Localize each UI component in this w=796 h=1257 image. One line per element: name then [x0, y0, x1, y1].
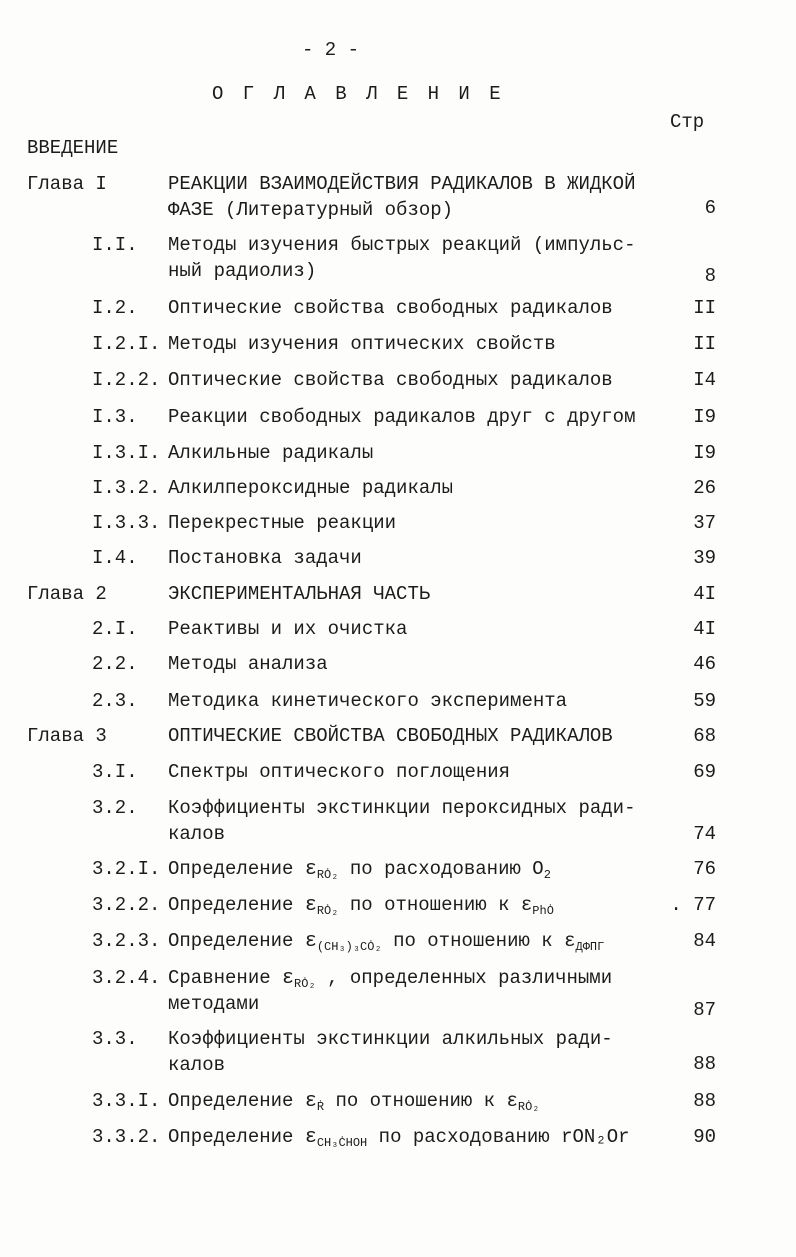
formula-text: по отношению к ε: [349, 894, 533, 916]
entry-number: 3.2.I.: [92, 858, 161, 880]
entry-page: 4I: [693, 618, 716, 640]
entry-page: 90: [693, 1126, 716, 1148]
entry-number: I.I.: [92, 234, 138, 256]
entry-title: РЕАКЦИИ ВЗАИМОДЕЙСТВИЯ РАДИКАЛОВ В ЖИДКОЙ: [168, 173, 636, 195]
entry-title-continued: калов: [168, 823, 226, 845]
entry-title: ЭКСПЕРИМЕНТАЛЬНАЯ ЧАСТЬ: [168, 583, 431, 605]
entry-number: I.3.3.: [92, 512, 161, 534]
entry-number: 3.3.: [92, 1028, 138, 1050]
epsilon-symbol: ε: [304, 1126, 317, 1149]
entry-title: [168, 1089, 540, 1119]
entry-page: I9: [693, 406, 716, 428]
entry-number: I.3.2.: [92, 477, 161, 499]
entry-number: 2.3.: [92, 690, 138, 712]
entry-number: 3.3.2.: [92, 1126, 161, 1148]
entry-number: 2.I.: [92, 618, 138, 640]
entry-number: I.3.I.: [92, 442, 161, 464]
page-number: - 2 -: [302, 39, 360, 61]
entry-title: ОПТИЧЕСКИЕ СВОЙСТВА СВОБОДНЫХ РАДИКАЛОВ: [168, 725, 613, 747]
epsilon-symbol: ε: [304, 930, 317, 953]
formula-subscript: RȮ₂: [517, 1100, 540, 1114]
entry-page: 88: [693, 1053, 716, 1075]
epsilon-symbol: ε: [282, 967, 295, 990]
entry-title-continued: методами: [168, 993, 260, 1015]
formula-subscript: CH₃ĊHOH: [316, 1136, 368, 1150]
entry-page: 87: [693, 999, 716, 1021]
entry-title: Реактивы и их очистка: [168, 618, 408, 640]
entry-title: Методы изучения оптических свойств: [168, 333, 556, 355]
entry-page: 8: [704, 265, 716, 287]
entry-page: 76: [693, 858, 716, 880]
entry-title-continued: ный радиолиз): [168, 260, 317, 282]
entry-title: Коэффициенты экстинкции пероксидных ради-: [168, 797, 636, 819]
epsilon-symbol: ε: [304, 1090, 317, 1113]
entry-title-text: Определение: [168, 894, 294, 916]
entry-title: Оптические свойства свободных радикалов: [168, 369, 613, 391]
formula-subscript: (CH₃)₃CȮ₂: [316, 940, 382, 954]
entry-page: I9: [693, 442, 716, 464]
entry-number: 2.2.: [92, 653, 138, 675]
entry-title: Реакции свободных радикалов друг с другом: [168, 406, 636, 428]
entry-page: II: [693, 333, 716, 355]
entry-page: 4I: [693, 583, 716, 605]
entry-title-continued: калов: [168, 1054, 226, 1076]
entry-number: I.2.2.: [92, 369, 161, 391]
entry-title-text: Определение: [168, 858, 294, 880]
entry-number: Глава 3: [27, 725, 107, 747]
formula-subscript: Ṙ: [316, 1100, 325, 1114]
formula-text: , определенных различными: [327, 967, 613, 989]
formula-text: по расходованию rON₂Or: [378, 1126, 630, 1148]
formula-subscript: ДФПГ: [575, 940, 605, 954]
entry-title: Методика кинетического эксперимента: [168, 690, 568, 712]
entry-title: [168, 1125, 630, 1155]
entry-title-text: Определение: [168, 1090, 294, 1112]
formula-subscript: 2: [543, 868, 551, 882]
epsilon-symbol: ε: [304, 858, 317, 881]
entry-title-text: Определение: [168, 930, 294, 952]
formula-text: по отношению к ε: [335, 1090, 518, 1112]
entry-title: Постановка задачи: [168, 547, 362, 569]
epsilon-symbol: ε: [304, 894, 317, 917]
entry-number: 3.I.: [92, 761, 138, 783]
formula-subscript: RȮ₂: [316, 868, 339, 882]
entry-number: Глава I: [27, 173, 107, 195]
page-column-header: Стр: [670, 111, 705, 133]
entry-number: 3.2.2.: [92, 894, 161, 916]
entry-number: 3.2.4.: [92, 967, 161, 989]
entry-page: . 77: [670, 894, 716, 916]
entry-number: Глава 2: [27, 583, 107, 605]
entry-number: 3.3.I.: [92, 1090, 161, 1112]
entry-number: I.4.: [92, 547, 138, 569]
entry-title: Перекрестные реакции: [168, 512, 397, 534]
entry-title: [168, 857, 551, 887]
entry-title-continued: ФАЗЕ (Литературный обзор): [168, 199, 454, 221]
entry-title: Коэффициенты экстинкции алкильных ради-: [168, 1028, 613, 1050]
entry-number: I.2.I.: [92, 333, 161, 355]
entry-title: Алкильные радикалы: [168, 442, 374, 464]
intro-label: ВВЕДЕНИЕ: [27, 137, 119, 159]
entry-page: II: [693, 297, 716, 319]
entry-title: Методы анализа: [168, 653, 328, 675]
formula-text: по отношению к ε: [393, 930, 576, 952]
entry-page: 39: [693, 547, 716, 569]
entry-page: 37: [693, 512, 716, 534]
entry-page: 46: [693, 653, 716, 675]
entry-page: 6: [704, 197, 716, 219]
page-title: О Г Л А В Л Е Н И Е: [212, 83, 505, 105]
entry-number: 3.2.3.: [92, 930, 161, 952]
entry-number: I.3.: [92, 406, 138, 428]
entry-title-text: Определение: [168, 1126, 294, 1148]
entry-title-text: Сравнение: [168, 967, 271, 989]
entry-page: 68: [693, 725, 716, 747]
entry-page: I4: [693, 369, 716, 391]
entry-number: I.2.: [92, 297, 138, 319]
entry-page: 69: [693, 761, 716, 783]
entry-page: 26: [693, 477, 716, 499]
entry-page: 84: [693, 930, 716, 952]
entry-page: 59: [693, 690, 716, 712]
formula-subscript: RȮ₂: [294, 977, 316, 991]
entry-number: 3.2.: [92, 797, 138, 819]
entry-title: Оптические свойства свободных радикалов: [168, 297, 613, 319]
entry-title: Методы изучения быстрых реакций (импульс-: [168, 234, 636, 256]
entry-title: [168, 929, 604, 959]
entry-title: Алкилпероксидные радикалы: [168, 477, 454, 499]
formula-text: по расходованию O: [349, 858, 544, 880]
entry-page: 74: [693, 823, 716, 845]
entry-page: 88: [693, 1090, 716, 1112]
entry-title: [168, 893, 554, 923]
entry-title: Спектры оптического поглощения: [168, 761, 511, 783]
formula-subscript: RȮ₂: [316, 904, 339, 918]
formula-subscript: PhȮ: [532, 904, 554, 918]
